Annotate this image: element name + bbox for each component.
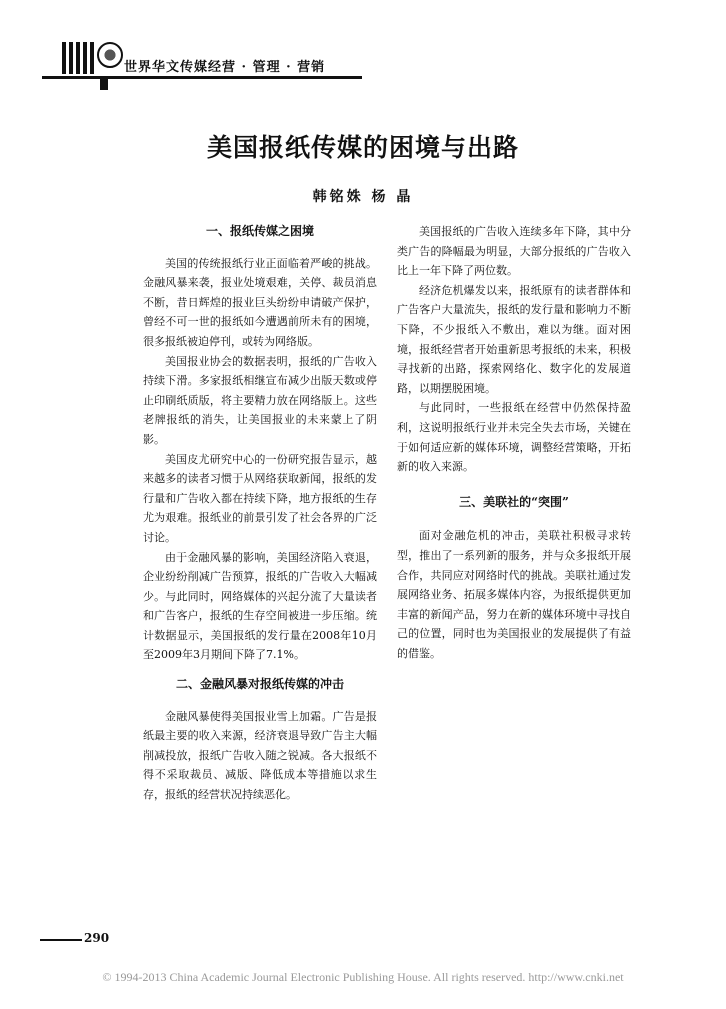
body-paragraph: 美国报纸的广告收入连续多年下降，其中分类广告的降幅最为明显，大部分报纸的广告收入比上一年下降了两位数。 — [397, 225, 631, 278]
body-paragraph: 美国的传统报纸行业正面临着严峻的挑战。金融风暴来袭，报业处境艰难，关停、裁员消息不断，昔日辉煌的报业巨头纷纷申请破产保护，曾经不可一世的报纸如今遭遇前所未有的困境，很多报纸被迫停刊，或转为网络版。 — [143, 256, 377, 348]
footer-rule — [40, 939, 82, 941]
body-paragraph: 与此同时，一些报纸在经营中仍然保持盈利，这说明报纸行业并未完全失去市场，关键在于如何适应新的媒体环境，调整经营策略，开拓新的收入来源。 — [397, 401, 631, 474]
right-column — [397, 222, 631, 663]
header-rule — [42, 76, 362, 79]
copyright-notice: © 1994-2013 China Academic Journal Electronic Publishing House. All rights reserved. http://www.cnki.net — [102, 970, 624, 984]
body-paragraph: 美国皮尤研究中心的一份研究报告显示，越来越多的读者习惯于从网络获取新闻，报纸的发行量和广告收入都在持续下降，地方报纸的生存尤为艰难。报纸业的前景引发了社会各界的广泛讨论。 — [143, 452, 377, 544]
section-heading: 三、美联社的“突围” — [459, 494, 569, 509]
body-paragraph: 由于金融风暴的影响，美国经济陷入衰退，企业纷纷削减广告预算，报纸的广告收入大幅减少。与此同时，网络媒体的兴起分流了大量读者和广告客户，报纸的生存空间被进一步压缩。统计数据显示，美国报纸的发行量在2008年10月至2009年3月期间下降了7.1%。 — [143, 550, 377, 662]
article-title: 美国报纸传媒的困境与出路 — [206, 133, 519, 162]
body-paragraph: 经济危机爆发以来，报纸原有的读者群体和广告客户大量流失，报纸的发行量和影响力不断下降，不少报纸入不敷出，难以为继。面对困境，报纸经营者开始重新思考报纸的未来，积极寻找新的出路，探索网络化、数字化的发展道路，以期摆脱困境。 — [397, 283, 631, 395]
page-number: 290 — [84, 931, 110, 945]
journal-header: 世界华文传媒经营 · 管理 · 营销 — [124, 60, 326, 75]
body-paragraph: 美国报业协会的数据表明，报纸的广告收入持续下滑。多家报纸相继宣布减少出版天数或停止印刷纸质版，将主要精力放在网络版上。这些老牌报纸的消失，让美国报业的未来蒙上了阴影。 — [143, 354, 377, 446]
left-column — [143, 222, 377, 805]
section-heading: 二、金融风暴对报纸传媒的冲击 — [175, 677, 344, 692]
article-authors: 韩铭姝 杨 晶 — [312, 189, 414, 205]
body-paragraph: 金融风暴使得美国报业雪上加霜。广告是报纸最主要的收入来源，经济衰退导致广告主大幅削减投放，报纸广告收入随之锐减。各大报纸不得不采取裁员、减版、降低成本等措施以求生存，报纸的经营状况持续恶化。 — [143, 709, 377, 802]
journal-logo-icon — [97, 42, 123, 68]
body-paragraph: 面对金融危机的冲击，美联社积极寻求转型，推出了一系列新的服务，并与众多报纸开展合作，共同应对网络时代的挑战。美联社通过发展网络业务、拓展多媒体内容，为报纸提供更加丰富的新闻产品，努力在新的媒体环境中寻找自己的位置，同时也为美国报业的发展提供了有益的借鉴。 — [397, 529, 631, 660]
section-heading: 一、报纸传媒之困境 — [205, 224, 314, 238]
header-block-decoration — [100, 76, 108, 90]
header-bars-decoration — [62, 42, 96, 74]
